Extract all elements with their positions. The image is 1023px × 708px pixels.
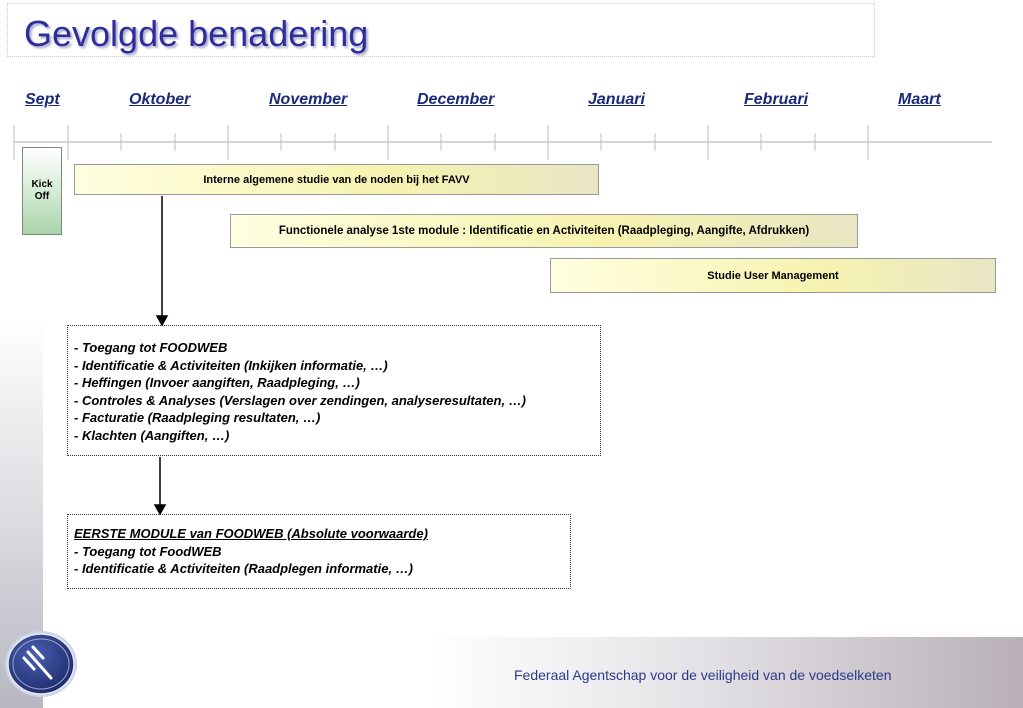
list-item: - Identificatie & Activiteiten (Raadplegen informatie, …) — [74, 561, 414, 576]
phase-bar-interne-studie: Interne algemene studie van de noden bij het FAVV — [74, 164, 599, 195]
agency-footer-text: Federaal Agentschap voor de veiligheid van de voedselketen — [514, 667, 892, 683]
month-november: November — [269, 91, 348, 108]
month-januari: Januari — [588, 91, 645, 108]
kickoff-label-line1: Kick — [31, 179, 53, 190]
list-item: - Controles & Analyses (Verslagen over zendingen, analyseresultaten, …) — [74, 392, 527, 408]
month-december: December — [417, 91, 495, 108]
first-module-box — [67, 514, 571, 589]
list-item: - Toegang tot FOODWEB — [74, 340, 228, 355]
month-oktober: Oktober — [129, 91, 191, 108]
list-item: - Klachten (Aangiften, …) — [74, 427, 230, 443]
month-februari: Februari — [744, 91, 809, 108]
first-module-heading: EERSTE MODULE van FOODWEB (Absolute voorwaarde) — [74, 526, 428, 541]
agency-logo-icon — [3, 630, 79, 698]
kickoff-label-line2: Off — [34, 191, 50, 202]
list-item: - Identificatie & Activiteiten (Inkijken informatie, …) — [74, 357, 388, 373]
phase-bar-functionele-analyse: Functionele analyse 1ste module : Identificatie en Activiteiten (Raadpleging, Aangifte, Afdrukken) — [230, 214, 858, 248]
list-item: - Toegang tot FoodWEB — [74, 543, 222, 559]
month-maart: Maart — [898, 91, 941, 108]
kickoff-box — [22, 147, 62, 235]
phase-bar-user-management: Studie User Management — [550, 258, 996, 293]
foodweb-modules-box — [67, 325, 601, 456]
month-sept: Sept — [25, 91, 60, 108]
list-item: - Facturatie (Raadpleging resultaten, …) — [74, 410, 321, 425]
list-item: - Heffingen (Invoer aangiften, Raadpleging, …) — [74, 375, 360, 390]
page-title: Gevolgde benadering — [24, 13, 369, 54]
